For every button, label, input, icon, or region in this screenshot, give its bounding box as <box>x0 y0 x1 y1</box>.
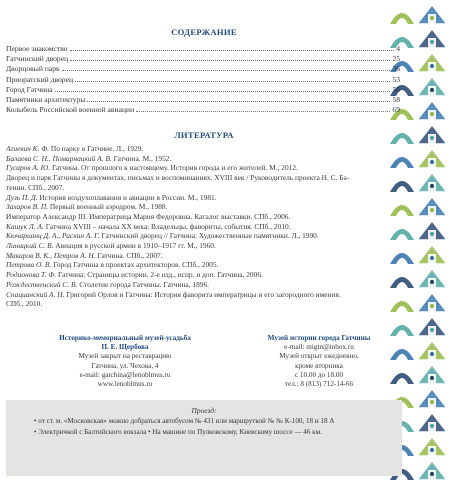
toc-leader <box>70 44 395 51</box>
toc-item[interactable] <box>6 64 400 74</box>
literature-author: Гусаров А. Ю. <box>6 163 51 173</box>
museum-address: Гатчина, ул. Чехова, 4 <box>91 361 159 370</box>
literature-entry <box>6 144 402 154</box>
toc-leader <box>87 95 390 102</box>
literature-entry <box>6 154 402 164</box>
toc-item-page: 69 <box>392 105 400 115</box>
literature-entry <box>6 251 402 261</box>
literature-text: Гатчина. От прошлого к настоящему. История города и его жителей. М., 2012. <box>50 163 298 173</box>
museum-shcherbov <box>30 334 220 389</box>
literature-text: Гатчина. СПб., 2007. <box>95 250 163 260</box>
museum-title: Музей истории города Гатчины <box>267 334 371 342</box>
museum-phone: тел.: 8 (813) 712-14-66 <box>284 380 354 389</box>
literature-entry <box>6 241 402 251</box>
contents-heading: СОДЕРЖАНИЕ <box>171 27 237 37</box>
literature-entry <box>6 212 402 222</box>
literature-author: Дузь П. Д. <box>6 192 38 202</box>
museum-email[interactable]: e-mail: migtn@inbox.ru <box>284 343 354 352</box>
literature-author: Рождественский С. В. <box>6 279 78 289</box>
literature-text: Гатчина. М., 1952. <box>111 153 172 163</box>
toc-item-page: 56 <box>392 84 400 94</box>
literature-entry <box>6 193 402 203</box>
literature-entry <box>6 183 402 193</box>
literature-author: Захаров В. П. <box>6 202 49 212</box>
toc-item-page: 53 <box>392 74 400 84</box>
toc-item-page: 36 <box>392 64 400 74</box>
transport-label: Проезд: <box>191 406 217 415</box>
museum-time: с 10.00 до 18.00 <box>294 370 344 379</box>
literature-text: Первый военный аэродром. М., 1988. <box>48 202 168 212</box>
toc-item-page: 4 <box>396 44 400 53</box>
toc-item-title: Город Гатчина <box>6 84 53 94</box>
literature-author: Спацианский А. Н. <box>6 289 65 299</box>
literature-text: Город Гатчина в проектах архитекторов. СПб., 2005. <box>51 260 219 270</box>
literature-entry <box>6 280 402 290</box>
literature-author: Петрова О. В. <box>6 260 52 270</box>
museum-title: Историко-мемориальный музей-усадьба <box>59 334 191 342</box>
literature-entry <box>6 270 402 280</box>
toc-item-title: Приоратский дворец <box>6 74 74 84</box>
literature-text: По парку в Гатчине. Л., 1929. <box>49 144 144 153</box>
literature-text: Дворец и парк Гатчины в документах, письмах и воспоминаниях. XVIII век / Руководитель проекта Н. С. Ба- <box>6 173 350 183</box>
literature-text: СПб., 2010. <box>6 299 43 309</box>
literature-text: Столетие города Гатчины. Гатчина, 1896. <box>77 279 210 289</box>
literature-text: Авиация в русской армии в 1910–1917 гг. М., 1960. <box>53 241 216 251</box>
museum-gatchina-history <box>232 334 406 389</box>
museum-title-name: П. Е. Щербова <box>101 343 149 352</box>
literature-entry <box>6 290 402 300</box>
toc-item-page: 58 <box>392 94 400 104</box>
toc-item-title: Гатчинский дворец <box>6 54 69 64</box>
literature-text: Гатчина: Страницы истории. 2-е изд., испр. и доп. Гатчина, 2006. <box>56 270 263 280</box>
literature-entry <box>6 163 402 173</box>
literature-text: Гатчинский дворец // Гатчина: Художественные памятники. Л., 1990. <box>99 231 319 241</box>
literature-text: тенин. СПб., 2007. <box>6 182 65 192</box>
literature-heading: ЛИТЕРАТУРА <box>174 130 234 140</box>
toc-item[interactable] <box>6 75 400 85</box>
literature-entry <box>6 173 402 183</box>
literature-author: Макаров В. К., Петров А. Н. <box>6 250 96 260</box>
toc-item-page: 25 <box>392 54 400 64</box>
literature-entry <box>6 260 402 270</box>
museum-website[interactable]: www.lenoblmus.ru <box>97 380 153 389</box>
literature-text: История воздухоплавания и авиации в России. М., 1981. <box>37 192 217 202</box>
table-of-contents <box>6 44 400 115</box>
toc-item[interactable] <box>6 85 400 95</box>
literature-list <box>6 144 402 309</box>
toc-item[interactable] <box>6 105 400 115</box>
toc-leader <box>136 105 390 112</box>
museum-info <box>6 334 402 404</box>
literature-author: Кашук Л. А. <box>6 221 44 231</box>
toc-item-title: Памятники архитектуры <box>6 94 86 104</box>
literature-author: Кючарианц Д. А., Раскин А. Г. <box>6 231 100 241</box>
literature-author: Линицкий С. В. <box>6 241 54 251</box>
toc-leader <box>62 64 391 71</box>
museum-hours: Музей открыт ежедневно, <box>279 352 359 361</box>
transport-panel <box>6 400 402 476</box>
toc-item-title: Дворцовый парк <box>6 64 60 74</box>
toc-item[interactable] <box>6 44 400 54</box>
literature-entry <box>6 202 402 212</box>
literature-text: Император Александр III. Императрица Мария Федоровна. Каталог выставки. СПб., 2006. <box>6 211 291 221</box>
literature-author: Родионова Т. Ф. <box>6 270 57 280</box>
literature-text: Гатчина XVIII – начала XX века: Владельцы, фавориты, события. СПб., 2010. <box>43 221 291 231</box>
toc-leader <box>55 85 391 92</box>
museum-closed-day: кроме вторника <box>295 361 343 370</box>
transport-line: • Электричкой с Балтийского вокзала • На машине по Пулковскому, Киевскому шоссе — 46 км. <box>34 428 322 436</box>
toc-item-title: Первое знакомство <box>6 44 68 53</box>
museum-status: Музей закрыт на реставрацию <box>78 352 172 361</box>
toc-leader <box>75 75 390 82</box>
toc-leader <box>70 54 390 61</box>
literature-entry <box>6 222 402 232</box>
toc-item[interactable] <box>6 95 400 105</box>
transport-line: • от ст. м. «Московская» можно добраться автобусом № 431 или маршруткой № № К-100, 18 и 18 А <box>34 417 335 425</box>
literature-entry <box>6 231 402 241</box>
literature-author: Агиевич К. Ф. <box>6 144 50 153</box>
literature-author: Балаева С. Н., Помарнацкий А. В. <box>6 153 112 163</box>
literature-text: Григорий Орлов и Гатчина: История фаворита императрицы и его загородного имения. <box>64 289 341 299</box>
museum-email[interactable]: e-mail: gatchina@lenoblmus.ru <box>79 370 171 379</box>
toc-item-title: Колыбель Российской военной авиации <box>6 105 135 115</box>
literature-entry <box>6 299 402 309</box>
toc-item[interactable] <box>6 54 400 64</box>
